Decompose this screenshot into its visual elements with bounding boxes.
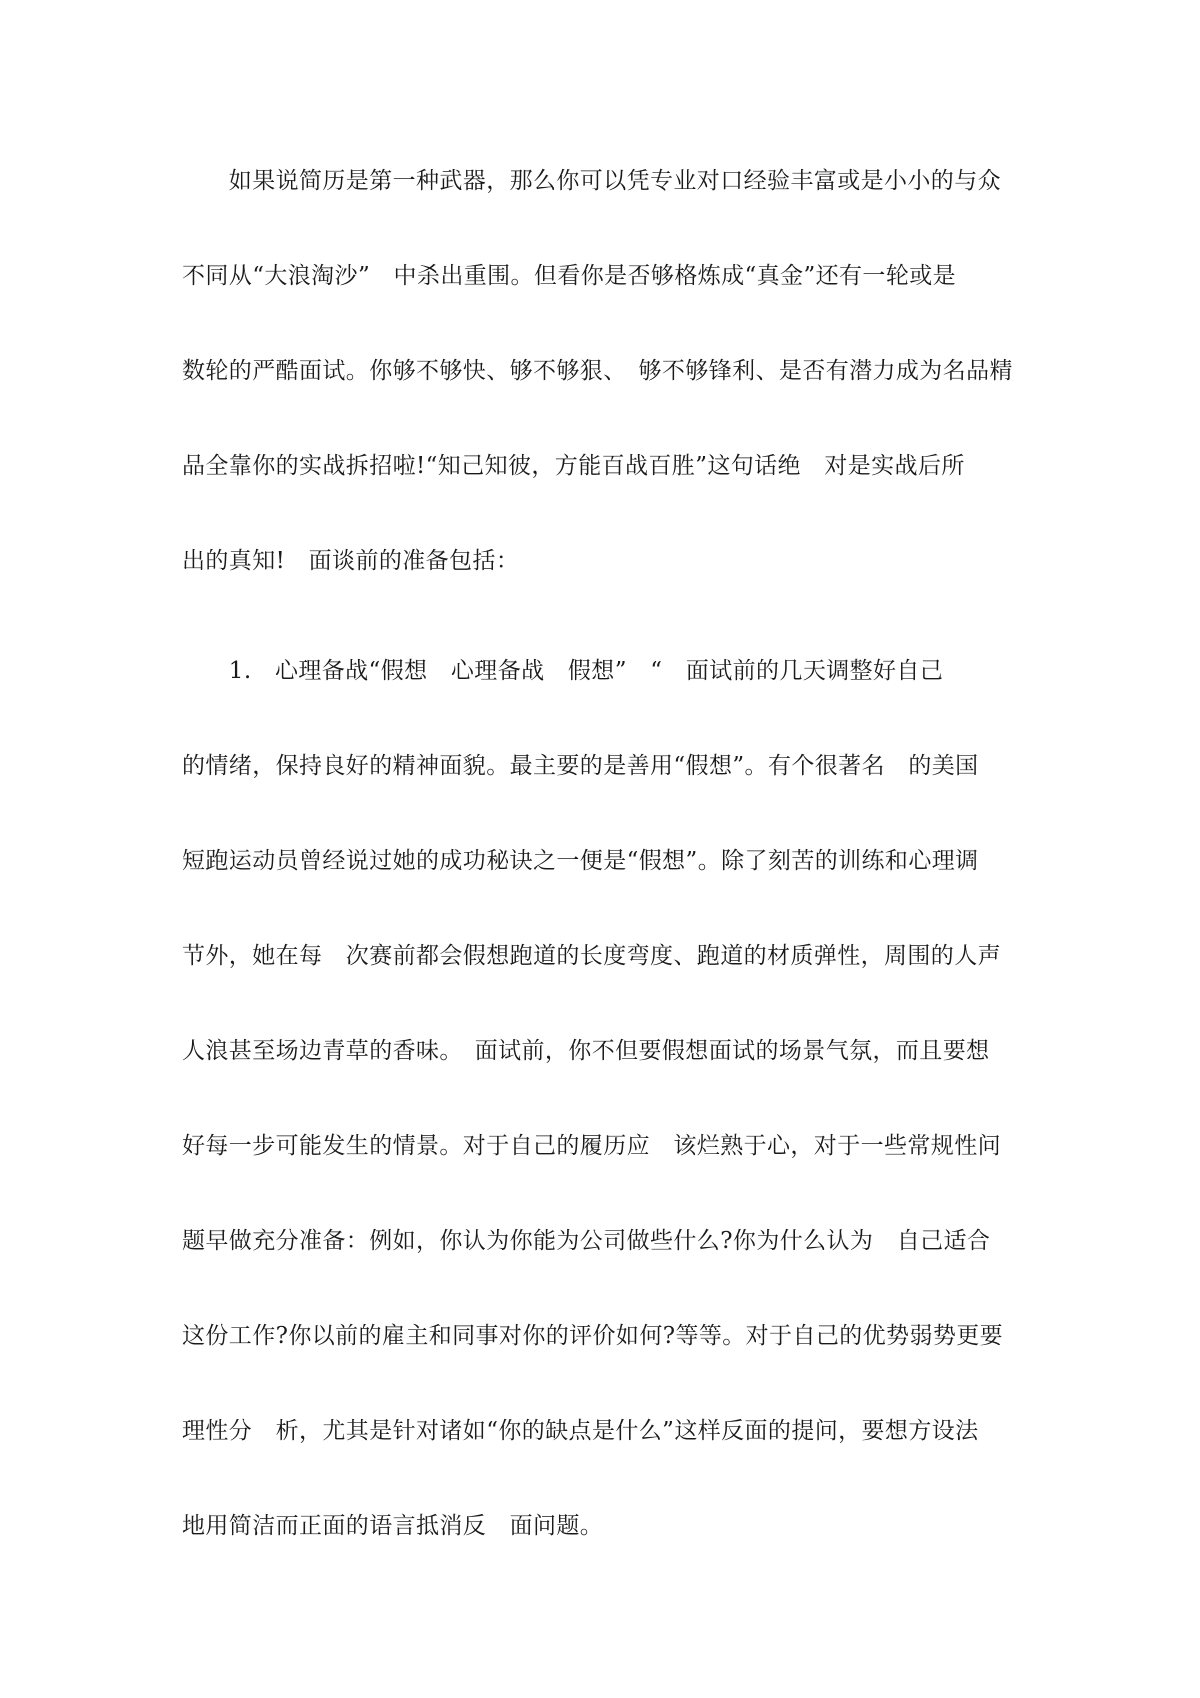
text-line: 地用简洁而正面的语言抵消反 面问题。 [182,1513,604,1539]
text-line: 品全靠你的实战拆招啦!“知己知彼，方能百战百胜”这句话绝 对是实战后所 [182,453,965,479]
text-line: 如果说简历是第一种武器，那么你可以凭专业对口经验丰富或是小小的与众 [182,168,1001,194]
text-line: 这份工作?你以前的雇主和同事对你的评价如何?等等。对于自己的优势弱势更要 [182,1323,1004,1349]
text-line: 题早做充分准备：例如，你认为你能为公司做些什么?你为什么认为 自己适合 [182,1228,991,1254]
text-line: 短跑运动员曾经说过她的成功秘诀之一便是“假想”。除了刻苦的训练和心理调 [182,848,979,874]
text-line: 出的真知! 面谈前的准备包括： [182,548,520,574]
text-line: 好每一步可能发生的情景。对于自己的履历应 该烂熟于心，对于一些常规性问 [182,1133,1001,1159]
text-line: 数轮的严酷面试。你够不够快、够不够狠、 够不够锋利、是否有潜力成为名品精 [182,358,1013,384]
text-line: 节外，她在每 次赛前都会假想跑道的长度弯度、跑道的材质弹性，周围的人声 [182,943,1001,969]
text-line: 不同从“大浪淘沙” 中杀出重围。但看你是否够格炼成“真金”还有一轮或是 [182,263,957,289]
text-line: 的情绪，保持良好的精神面貌。最主要的是善用“假想”。有个很著名 的美国 [182,753,979,779]
text-line: 人浪甚至场边青草的香味。 面试前，你不但要假想面试的场景气氛，而且要想 [182,1038,990,1064]
text-line: 理性分 析，尤其是针对诸如“你的缺点是什么”这样反面的提问，要想方设法 [182,1418,979,1444]
text-line: 1. 心理备战“假想 心理备战 假想” “ 面试前的几天调整好自己 [182,658,944,684]
